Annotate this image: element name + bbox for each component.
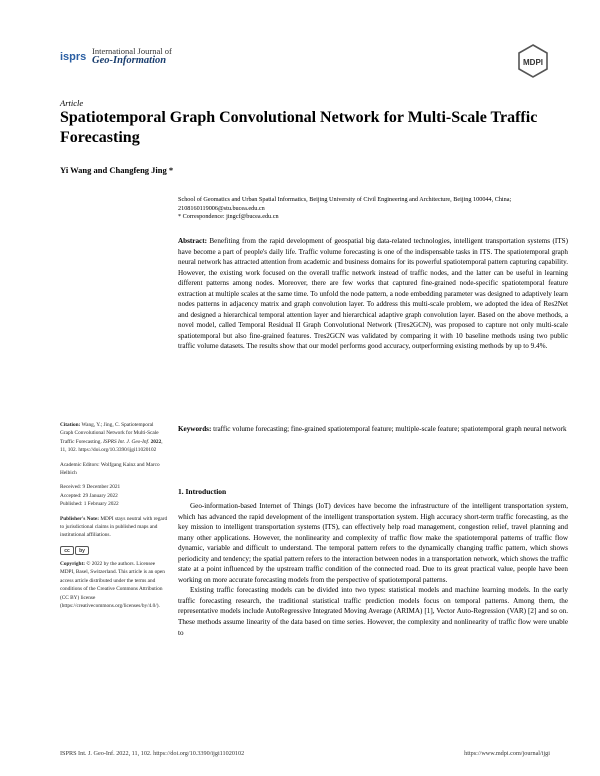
keywords-text: traffic volume forecasting; fine-grained spatiotemporal feature; multiple-scale feature; spatiotemporal graph neural network <box>213 425 567 433</box>
svg-text:isprs: isprs <box>60 51 87 63</box>
cc-by-license-icon[interactable] <box>60 546 168 555</box>
journal-header <box>60 44 550 84</box>
publisher-note-text: MDPI stays neutral with regard to jurisdictional claims in published maps and institutional affiliations. <box>60 515 168 539</box>
copyright-text: © 2022 by the authors. Licensee MDPI, Basel, Switzerland. This article is an open access article distributed under the terms and conditions of the Creative Commons Attribution (CC BY) license (https://creativecommons.org/licenses/by/4.0/). <box>60 560 165 609</box>
introduction-body <box>178 501 568 638</box>
keywords-label: Keywords: <box>178 425 212 433</box>
affiliation-block <box>178 196 558 222</box>
svg-text:MDPI: MDPI <box>523 58 543 67</box>
article-type: Article <box>60 98 84 108</box>
article-title: Spatiotemporal Graph Convolutional Network for Multi-Scale Traffic Forecasting <box>60 109 538 146</box>
accepted-date: Accepted: 29 January 2022 <box>60 492 118 499</box>
published-date: Published: 1 February 2022 <box>60 501 119 508</box>
intro-paragraph-2: Existing traffic forecasting models can be divided into two types: statistical models and machine learning models. In the early traffic forecasting research, the traditional statistical traffic prediction models focus on temporal patterns. Among them, the representative models include AutoRegressive Integrated Moving Average (ARIMA) [1], Vector Auto-Regression (VAR) [2] and so on. These methods assume linearity of the data based on time series. However, the complexity and nonlinearity of traffic flow were unable to <box>178 586 568 637</box>
isprs-logo-icon <box>60 46 88 66</box>
article-sidebar <box>60 421 168 616</box>
journal-name-line2: Geo-Information <box>92 55 167 66</box>
dates-block <box>60 483 168 508</box>
copyright-label: Copyright: <box>60 560 86 567</box>
abstract-text: Benefiting from the rapid development of geospatial big data-related technologies, intelligent transportation systems (ITS) have become a part of people's daily life. Traffic volume forecasting is one of the indispensable tasks in ITS. The spatiotemporal graph neural network has attracted attention from academic and business domains for its powerful spatiotemporal pattern capturing capability. However, the existing work focused on the overall traffic network instead of traffic nodes, and the latter can be useful in learning different patterns among nodes. Moreover, there are few works that captured fine-grained node-specific spatiotemporal feature extraction at multiple scales at the same time. To unfold the node pattern, a node embedding parameter was designed to adaptively learn nodes patterns in adjacency matrix and graph convolution layer. To address this multi-scale problem, we adopted the idea of Res2Net and designed a hierarchical temporal attention layer and hierarchical adaptive graph convolution layer. Based on the above methods, a novel model, called Temporal Residual II Graph Convolutional Network (Tres2GCN), was proposed to capture not only multi-scale spatiotemporal but also fine-grained features. Tres2GCN was validated by comparing it with 10 baseline methods using two public traffic volume datasets. The results show that our model performs good accuracy, outperforming existing methods by up to 9.4%. <box>178 237 568 351</box>
copyright-block <box>60 560 168 610</box>
citation-label: Citation: <box>60 422 81 428</box>
citation-block <box>60 421 168 455</box>
citation-year: 2022 <box>150 438 162 445</box>
intro-paragraph-1: Geo-information-based Internet of Things (IoT) devices have become the infrastructure of the intelligent transportation system, which has advanced the rapid development of the intelligent transportation system. High accuracy short-term traffic forecasting, as the key mission to intelligent transportation systems (ITS), can effectively help road management, congestion relief, travel planning and many other applications. However, the nonlinearity and complexity of traffic flow make the spatiotemporal patterns of traffic flow dynamic, variable and difficult to understand. The temporal pattern refers to the dynamically changing traffic pattern, which shows periodicity and tendency; the spatial pattern refers to the interaction between nodes in a transportation network, which shows the traffic state at a point influenced by the upstream traffic condition of the connected road. Due to its great practical value, people have been working on more accurate forecasting models from the perspective of spatiotemporal patterns. <box>178 502 568 584</box>
affiliation-text: School of Geomatics and Urban Spatial Informatics, Beijing University of Civil Engineering and Architecture, Beijing 100044, China; 2108160119006@stu.bucea.edu.cn <box>178 196 512 212</box>
mdpi-logo-icon <box>516 44 550 80</box>
editors-block <box>60 461 168 478</box>
citation-volume-doi[interactable]: , 11, 102. https://doi.org/10.3390/ijgi11020102 <box>60 438 163 454</box>
footer-journal-url[interactable]: https://www.mdpi.com/journal/ijgi <box>464 750 550 757</box>
journal-name-line1: International Journal of <box>92 46 172 56</box>
received-date: Received: 9 December 2021 <box>60 484 121 491</box>
article-authors: Yi Wang and Changfeng Jing * <box>60 165 174 175</box>
editors-names: Wolfgang Kainz and Marco Helbich <box>60 461 160 477</box>
abstract <box>178 236 568 352</box>
publisher-note <box>60 515 168 540</box>
citation-text: Wang, Y.; Jing, C. Spatiotemporal Graph Convolutional Network for Multi-Scale Traffic Forecasting. <box>60 422 159 445</box>
cc-icon: cc <box>60 546 74 555</box>
journal-name <box>92 46 172 66</box>
citation-journal: ISPRS Int. J. Geo-Inf. <box>103 438 150 445</box>
abstract-label: Abstract: <box>178 237 207 245</box>
editors-label: Academic Editors: <box>60 461 100 468</box>
footer-citation[interactable]: ISPRS Int. J. Geo-Inf. 2022, 11, 102. https://doi.org/10.3390/ijgi11020102 <box>60 750 245 757</box>
publisher-note-label: Publisher's Note: <box>60 515 99 522</box>
keywords <box>178 424 568 435</box>
section-heading-introduction: 1. Introduction <box>178 487 227 496</box>
correspondence-text: * Correspondence: jingcf@bucea.edu.cn <box>178 213 279 221</box>
by-icon: by <box>75 546 89 555</box>
